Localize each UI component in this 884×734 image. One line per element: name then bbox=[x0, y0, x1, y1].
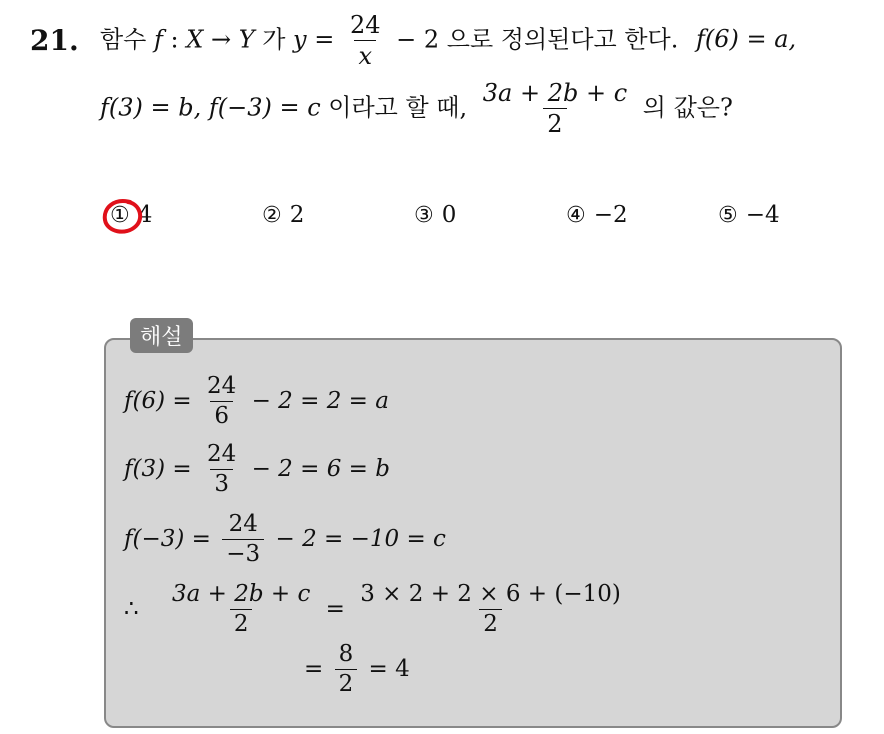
equals: = bbox=[306, 25, 342, 54]
choice-value: −4 bbox=[745, 202, 780, 228]
choice-marker: ① bbox=[110, 203, 130, 228]
func-f: f bbox=[154, 25, 163, 54]
question-line-2 bbox=[100, 80, 733, 138]
lhs: f(3) = bbox=[124, 455, 199, 482]
equals: = bbox=[318, 595, 353, 622]
colon: : bbox=[162, 25, 187, 54]
fraction-denominator: x bbox=[354, 40, 376, 69]
rhs: − 2 = 6 = b bbox=[244, 455, 390, 482]
question-lead: 함수 bbox=[100, 25, 147, 54]
fraction-denominator: 2 bbox=[230, 609, 253, 637]
set-y: Y bbox=[238, 25, 255, 54]
fraction-denominator: 2 bbox=[335, 669, 358, 697]
choice-marker: ⑤ bbox=[718, 203, 738, 228]
solution-line-1 bbox=[124, 374, 389, 430]
choice-marker: ③ bbox=[414, 203, 434, 228]
lhs: f(−3) = bbox=[124, 525, 219, 552]
question-line-1 bbox=[100, 12, 796, 70]
question-end: 의 값은? bbox=[635, 93, 733, 122]
fraction-24-over-x bbox=[346, 12, 385, 70]
fraction-numerator: 3a + 2b + c bbox=[171, 581, 311, 607]
rhs: − 2 = −10 = c bbox=[268, 525, 446, 552]
particle: 가 bbox=[254, 25, 294, 54]
result: = 4 bbox=[361, 655, 410, 682]
question-mid: 이라고 할 때, bbox=[320, 93, 468, 122]
fraction-numerator: 8 bbox=[338, 641, 354, 667]
fraction-denominator: −3 bbox=[222, 539, 264, 567]
rhs: − 2 = 2 = a bbox=[244, 387, 389, 414]
choice-5[interactable] bbox=[718, 202, 780, 228]
choice-value: 4 bbox=[137, 202, 153, 228]
solution-line-4 bbox=[124, 582, 629, 638]
choice-marker: ② bbox=[262, 203, 282, 228]
equals: = bbox=[304, 655, 331, 682]
solution-line-2 bbox=[124, 442, 390, 498]
choice-value: 0 bbox=[441, 202, 457, 228]
fraction-denominator: 6 bbox=[210, 401, 233, 429]
fraction-numerator: 3 × 2 + 2 × 6 + (−10) bbox=[360, 581, 621, 607]
fraction-denominator: 2 bbox=[479, 609, 502, 637]
choice-4[interactable] bbox=[566, 202, 628, 228]
choice-3[interactable] bbox=[414, 202, 456, 228]
answer-mark-circle-icon bbox=[100, 196, 148, 238]
solution-line-5 bbox=[304, 642, 410, 698]
fraction-numerator: 24 bbox=[207, 373, 237, 399]
choice-2[interactable] bbox=[262, 202, 304, 228]
solution-line-3 bbox=[124, 512, 446, 568]
fraction-numerator: 3a + 2b + c bbox=[482, 79, 628, 107]
fraction-denominator: 3 bbox=[210, 469, 233, 497]
lhs: f(6) = bbox=[124, 387, 199, 414]
fraction-rhs bbox=[356, 582, 625, 638]
fraction-numerator: 24 bbox=[349, 11, 381, 39]
choice-marker: ④ bbox=[566, 203, 586, 228]
fraction bbox=[222, 512, 264, 568]
fraction-expression bbox=[479, 80, 631, 138]
fraction-numerator: 24 bbox=[228, 511, 258, 537]
fraction bbox=[203, 374, 240, 430]
fraction bbox=[335, 642, 358, 698]
conditions: f(3) = b, f(−3) = c bbox=[100, 93, 321, 122]
question-tail: − 2 으로 정의된다고 한다. bbox=[396, 25, 679, 54]
fraction-lhs bbox=[168, 582, 314, 638]
question-number: 21. bbox=[30, 24, 79, 57]
choice-value: 2 bbox=[289, 202, 305, 228]
fraction bbox=[203, 442, 240, 498]
fraction-numerator: 24 bbox=[207, 441, 237, 467]
choice-value: −2 bbox=[593, 202, 628, 228]
var-y: y bbox=[293, 25, 307, 54]
set-x: X bbox=[186, 25, 204, 54]
condition-f6: f(6) = a, bbox=[695, 25, 797, 54]
arrow: → bbox=[203, 25, 239, 54]
solution-tag: 해설 bbox=[130, 318, 193, 353]
fraction-denominator: 2 bbox=[543, 108, 566, 137]
therefore-symbol: ∴ bbox=[124, 595, 139, 622]
